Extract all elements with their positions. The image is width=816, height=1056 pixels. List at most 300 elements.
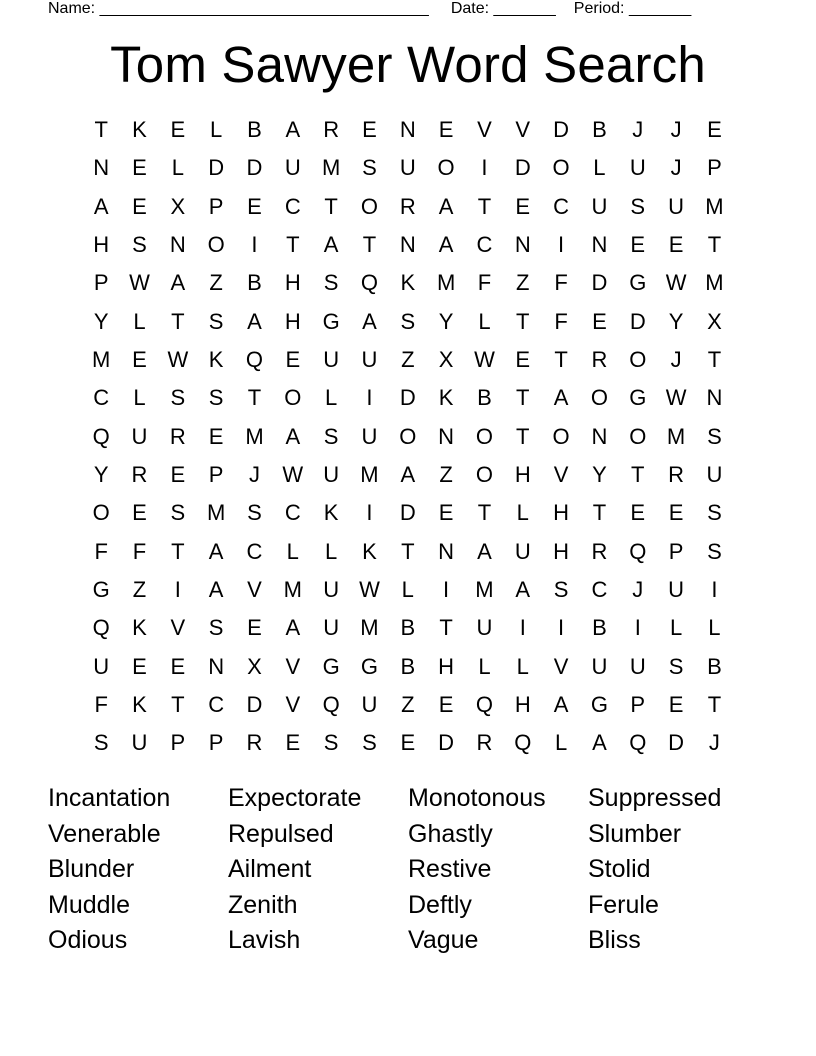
grid-cell[interactable]: W: [282, 462, 304, 488]
grid-cell[interactable]: O: [360, 193, 379, 219]
grid-cell[interactable]: O: [284, 385, 302, 411]
grid-cell[interactable]: N: [438, 423, 455, 449]
grid-cell[interactable]: D: [438, 730, 455, 756]
grid-cell[interactable]: C: [284, 193, 301, 219]
grid-cell[interactable]: E: [400, 730, 416, 756]
grid-cell[interactable]: H: [553, 538, 570, 564]
grid-cell[interactable]: F: [94, 538, 108, 564]
date-field[interactable]: Date: _______: [450, 0, 556, 17]
word-list-item: Restive: [408, 855, 492, 883]
grid-cell[interactable]: N: [169, 232, 186, 258]
grid-cell[interactable]: G: [629, 385, 647, 411]
grid-cell[interactable]: I: [519, 615, 526, 641]
grid-cell[interactable]: T: [516, 385, 530, 411]
grid-cell[interactable]: A: [477, 538, 492, 564]
grid-cell[interactable]: E: [170, 653, 186, 679]
grid-cell[interactable]: E: [438, 500, 454, 526]
grid-cell[interactable]: O: [92, 500, 110, 526]
grid-cell[interactable]: M: [92, 347, 111, 373]
grid-cell[interactable]: A: [170, 270, 186, 296]
grid-cell[interactable]: S: [208, 615, 224, 641]
grid-cell[interactable]: H: [553, 500, 570, 526]
grid-cell[interactable]: A: [208, 577, 224, 603]
grid-cell[interactable]: T: [324, 193, 338, 219]
grid-cell[interactable]: T: [362, 232, 377, 258]
grid-cell[interactable]: B: [592, 117, 607, 143]
grid-cell[interactable]: H: [284, 308, 301, 334]
grid-cell[interactable]: Y: [668, 308, 684, 334]
grid-cell[interactable]: M: [666, 423, 686, 449]
grid-cell[interactable]: A: [438, 232, 454, 258]
grid-cell[interactable]: A: [285, 423, 301, 449]
grid-cell[interactable]: E: [285, 730, 301, 756]
grid-cell[interactable]: M: [436, 270, 456, 296]
student-info-header: [48, 0, 691, 20]
grid-cell[interactable]: L: [708, 615, 721, 641]
word-list-item: Muddle: [48, 890, 130, 919]
grid-cell[interactable]: R: [323, 117, 340, 143]
period-field[interactable]: Period: _______: [573, 0, 692, 17]
grid-cell[interactable]: Z: [132, 577, 147, 603]
grid-cell[interactable]: S: [400, 308, 416, 334]
grid-cell[interactable]: I: [711, 577, 718, 603]
grid-cell[interactable]: G: [92, 577, 110, 603]
grid-cell[interactable]: I: [634, 615, 641, 641]
grid-cell[interactable]: P: [208, 730, 224, 756]
grid-cell[interactable]: Q: [629, 730, 647, 756]
word-list-item: Stolid: [588, 855, 651, 883]
grid-cell[interactable]: A: [553, 692, 569, 718]
grid-cell[interactable]: U: [93, 653, 110, 679]
grid-cell[interactable]: L: [669, 615, 683, 641]
grid-cell[interactable]: L: [554, 730, 568, 756]
grid-cell[interactable]: Y: [592, 462, 607, 488]
grid-cell[interactable]: U: [476, 615, 493, 641]
grid-cell[interactable]: W: [167, 347, 189, 373]
grid-cell[interactable]: U: [131, 423, 148, 449]
grid-cell[interactable]: C: [284, 500, 301, 526]
grid-cell[interactable]: M: [705, 270, 724, 296]
grid-cell[interactable]: E: [668, 500, 684, 526]
grid-cell[interactable]: N: [514, 232, 531, 258]
grid-cell[interactable]: M: [206, 500, 226, 526]
grid-cell[interactable]: S: [630, 193, 646, 219]
grid-cell[interactable]: B: [247, 270, 262, 296]
grid-cell[interactable]: S: [668, 653, 684, 679]
grid-cell[interactable]: M: [283, 577, 302, 603]
grid-cell[interactable]: O: [437, 155, 455, 181]
grid-cell[interactable]: A: [323, 232, 339, 258]
grid-cell[interactable]: E: [515, 347, 531, 373]
grid-cell[interactable]: X: [247, 653, 262, 679]
grid-cell[interactable]: E: [438, 117, 454, 143]
grid-cell[interactable]: T: [516, 308, 530, 334]
grid-cell[interactable]: R: [169, 423, 186, 449]
grid-cell[interactable]: F: [94, 692, 108, 718]
grid-cell[interactable]: M: [360, 462, 379, 488]
grid-cell[interactable]: D: [208, 155, 225, 181]
grid-cell[interactable]: L: [516, 500, 529, 526]
grid-cell[interactable]: Z: [401, 692, 415, 718]
grid-cell[interactable]: W: [474, 347, 495, 373]
grid-cell[interactable]: A: [553, 385, 569, 411]
grid-cell[interactable]: L: [210, 117, 223, 143]
grid-cell[interactable]: G: [590, 692, 608, 718]
grid-cell[interactable]: T: [477, 193, 492, 219]
grid-cell[interactable]: Q: [514, 730, 532, 756]
grid-cell[interactable]: U: [284, 155, 301, 181]
grid-cell[interactable]: V: [553, 653, 569, 679]
grid-cell[interactable]: R: [591, 347, 608, 373]
grid-cell[interactable]: I: [558, 615, 565, 641]
grid-cell[interactable]: U: [629, 155, 646, 181]
grid-cell[interactable]: S: [247, 500, 262, 526]
grid-cell[interactable]: P: [93, 270, 109, 296]
grid-cell[interactable]: V: [285, 653, 301, 679]
grid-cell[interactable]: O: [399, 423, 417, 449]
grid-cell[interactable]: E: [515, 193, 531, 219]
grid-cell[interactable]: L: [516, 653, 529, 679]
grid-cell[interactable]: J: [632, 577, 644, 603]
grid-cell[interactable]: A: [285, 615, 301, 641]
grid-cell[interactable]: L: [133, 385, 146, 411]
grid-cell[interactable]: C: [553, 193, 570, 219]
grid-cell[interactable]: S: [362, 730, 377, 756]
grid-cell[interactable]: E: [132, 155, 147, 181]
grid-cell[interactable]: U: [514, 538, 531, 564]
grid-cell[interactable]: O: [475, 462, 493, 488]
grid-cell[interactable]: N: [438, 538, 455, 564]
grid-cell[interactable]: A: [93, 193, 109, 219]
grid-cell[interactable]: A: [285, 117, 301, 143]
grid-cell[interactable]: E: [438, 692, 454, 718]
grid-cell[interactable]: W: [665, 270, 687, 296]
grid-cell[interactable]: R: [668, 462, 685, 488]
grid-cell[interactable]: U: [629, 653, 646, 679]
grid-cell[interactable]: U: [131, 730, 148, 756]
grid-cell[interactable]: O: [629, 423, 647, 449]
grid-cell[interactable]: U: [323, 615, 340, 641]
grid-cell[interactable]: Q: [475, 692, 493, 718]
grid-cell[interactable]: W: [665, 385, 687, 411]
grid-cell[interactable]: T: [707, 347, 722, 373]
grid-cell[interactable]: S: [170, 500, 186, 526]
grid-cell[interactable]: S: [707, 423, 722, 449]
grid-cell[interactable]: I: [251, 232, 258, 258]
grid-cell[interactable]: I: [443, 577, 450, 603]
grid-cell[interactable]: U: [323, 347, 340, 373]
grid-cell[interactable]: V: [553, 462, 569, 488]
grid-cell[interactable]: J: [248, 462, 260, 488]
grid-cell[interactable]: K: [132, 615, 147, 641]
grid-cell[interactable]: P: [707, 155, 722, 181]
grid-cell[interactable]: S: [93, 730, 109, 756]
grid-cell[interactable]: L: [286, 538, 299, 564]
grid-cell[interactable]: E: [630, 500, 646, 526]
grid-cell[interactable]: M: [360, 615, 379, 641]
grid-cell[interactable]: K: [208, 347, 224, 373]
grid-cell[interactable]: Z: [516, 270, 530, 296]
grid-cell[interactable]: E: [132, 500, 147, 526]
grid-cell[interactable]: P: [208, 462, 224, 488]
grid-cell[interactable]: V: [477, 117, 492, 143]
grid-cell[interactable]: A: [515, 577, 531, 603]
grid-cell[interactable]: Q: [92, 423, 110, 449]
grid-cell[interactable]: J: [670, 155, 682, 181]
grid-cell[interactable]: N: [208, 653, 225, 679]
grid-cell[interactable]: E: [707, 117, 722, 143]
grid-cell[interactable]: V: [285, 692, 301, 718]
grid-cell[interactable]: T: [592, 500, 607, 526]
grid-cell[interactable]: D: [246, 692, 263, 718]
grid-cell[interactable]: N: [399, 117, 416, 143]
grid-cell[interactable]: A: [362, 308, 377, 334]
grid-cell[interactable]: V: [170, 615, 186, 641]
grid-cell[interactable]: E: [668, 692, 684, 718]
grid-cell[interactable]: F: [477, 270, 492, 296]
grid-cell[interactable]: N: [591, 232, 608, 258]
grid-cell[interactable]: Z: [209, 270, 223, 296]
grid-cell[interactable]: R: [131, 462, 148, 488]
grid-cell[interactable]: L: [171, 155, 184, 181]
grid-cell[interactable]: J: [708, 730, 720, 756]
grid-cell[interactable]: S: [707, 538, 722, 564]
grid-cell[interactable]: T: [477, 500, 492, 526]
grid-cell[interactable]: S: [553, 577, 569, 603]
grid-cell[interactable]: T: [94, 117, 108, 143]
grid-cell[interactable]: Y: [438, 308, 454, 334]
grid-cell[interactable]: I: [481, 155, 488, 181]
grid-cell[interactable]: D: [668, 730, 685, 756]
grid-cell[interactable]: T: [707, 232, 722, 258]
grid-cell[interactable]: L: [133, 308, 146, 334]
grid-cell[interactable]: E: [668, 232, 684, 258]
grid-cell[interactable]: E: [285, 347, 301, 373]
grid-cell[interactable]: U: [591, 193, 608, 219]
grid-cell[interactable]: K: [132, 117, 147, 143]
grid-cell[interactable]: T: [516, 423, 530, 449]
grid-cell[interactable]: D: [399, 385, 416, 411]
grid-cell[interactable]: K: [132, 692, 147, 718]
grid-cell[interactable]: O: [475, 423, 493, 449]
grid-cell[interactable]: H: [284, 270, 301, 296]
grid-cell[interactable]: T: [171, 692, 185, 718]
grid-cell[interactable]: U: [706, 462, 723, 488]
grid-cell[interactable]: T: [171, 308, 185, 334]
grid-cell[interactable]: E: [170, 462, 186, 488]
grid-cell[interactable]: U: [323, 462, 340, 488]
grid-cell[interactable]: U: [668, 193, 685, 219]
grid-cell[interactable]: G: [322, 308, 340, 334]
grid-cell[interactable]: E: [247, 615, 262, 641]
grid-cell[interactable]: K: [400, 270, 416, 296]
grid-cell[interactable]: M: [475, 577, 494, 603]
grid-cell[interactable]: Q: [245, 347, 264, 373]
grid-cell[interactable]: A: [592, 730, 607, 756]
grid-cell[interactable]: C: [93, 385, 110, 411]
grid-cell[interactable]: L: [478, 308, 491, 334]
grid-cell[interactable]: U: [361, 423, 378, 449]
grid-cell[interactable]: B: [592, 615, 607, 641]
grid-cell[interactable]: M: [245, 423, 264, 449]
grid-cell[interactable]: U: [591, 653, 608, 679]
grid-cell[interactable]: O: [207, 232, 225, 258]
grid-cell[interactable]: U: [361, 347, 378, 373]
grid-cell[interactable]: C: [246, 538, 263, 564]
grid-cell[interactable]: J: [670, 347, 682, 373]
grid-cell[interactable]: P: [170, 730, 186, 756]
grid-cell[interactable]: E: [247, 193, 262, 219]
grid-cell[interactable]: N: [399, 232, 416, 258]
grid-cell[interactable]: A: [438, 193, 454, 219]
grid-cell[interactable]: H: [514, 462, 531, 488]
grid-cell[interactable]: B: [400, 653, 416, 679]
grid-cell[interactable]: D: [629, 308, 646, 334]
grid-cell[interactable]: L: [325, 538, 338, 564]
grid-cell[interactable]: Q: [92, 615, 110, 641]
grid-cell[interactable]: E: [132, 193, 147, 219]
grid-cell[interactable]: I: [366, 385, 373, 411]
grid-cell[interactable]: N: [93, 155, 110, 181]
grid-cell[interactable]: I: [174, 577, 181, 603]
grid-cell[interactable]: W: [129, 270, 150, 296]
grid-cell[interactable]: L: [593, 155, 606, 181]
grid-cell[interactable]: D: [246, 155, 263, 181]
grid-cell[interactable]: U: [399, 155, 416, 181]
grid-cell[interactable]: D: [514, 155, 531, 181]
grid-cell[interactable]: S: [132, 232, 147, 258]
grid-cell[interactable]: K: [323, 500, 339, 526]
grid-cell[interactable]: N: [706, 385, 723, 411]
grid-cell[interactable]: U: [668, 577, 685, 603]
grid-cell[interactable]: C: [591, 577, 608, 603]
grid-cell[interactable]: J: [632, 117, 644, 143]
grid-cell[interactable]: S: [323, 270, 339, 296]
grid-cell[interactable]: A: [208, 538, 224, 564]
grid-cell[interactable]: C: [476, 232, 493, 258]
grid-cell[interactable]: G: [322, 653, 340, 679]
grid-cell[interactable]: R: [476, 730, 493, 756]
grid-cell[interactable]: R: [246, 730, 263, 756]
grid-cell[interactable]: Y: [93, 462, 109, 488]
grid-cell[interactable]: E: [208, 423, 224, 449]
grid-cell[interactable]: B: [400, 615, 416, 641]
grid-cell[interactable]: T: [439, 615, 453, 641]
grid-cell[interactable]: Q: [322, 692, 340, 718]
grid-cell[interactable]: L: [401, 577, 414, 603]
grid-cell[interactable]: X: [438, 347, 454, 373]
grid-cell[interactable]: T: [286, 232, 300, 258]
grid-cell[interactable]: J: [670, 117, 682, 143]
grid-cell[interactable]: N: [591, 423, 608, 449]
grid-cell[interactable]: S: [323, 423, 339, 449]
grid-cell[interactable]: H: [514, 692, 531, 718]
grid-cell[interactable]: G: [629, 270, 647, 296]
grid-cell[interactable]: D: [591, 270, 608, 296]
grid-cell[interactable]: D: [399, 500, 416, 526]
grid-cell[interactable]: X: [170, 193, 186, 219]
grid-cell[interactable]: R: [591, 538, 608, 564]
grid-cell[interactable]: F: [132, 538, 147, 564]
grid-cell[interactable]: T: [247, 385, 262, 411]
grid-cell[interactable]: I: [558, 232, 565, 258]
grid-cell[interactable]: K: [438, 385, 454, 411]
grid-cell[interactable]: P: [630, 692, 646, 718]
grid-cell[interactable]: A: [247, 308, 262, 334]
grid-cell[interactable]: T: [401, 538, 415, 564]
grid-cell[interactable]: T: [631, 462, 645, 488]
grid-cell[interactable]: R: [399, 193, 416, 219]
grid-cell[interactable]: M: [321, 155, 341, 181]
grid-cell[interactable]: T: [171, 538, 185, 564]
word-list-item: Expectorate: [228, 784, 362, 812]
grid-cell[interactable]: E: [592, 308, 607, 334]
grid-cell[interactable]: S: [208, 308, 224, 334]
grid-cell[interactable]: E: [132, 347, 147, 373]
grid-cell[interactable]: O: [590, 385, 608, 411]
grid-cell[interactable]: B: [247, 117, 262, 143]
grid-cell[interactable]: B: [477, 385, 492, 411]
grid-cell[interactable]: S: [323, 730, 339, 756]
grid-cell[interactable]: Q: [360, 270, 379, 296]
grid-cell[interactable]: O: [552, 155, 570, 181]
grid-cell[interactable]: Z: [439, 462, 453, 488]
grid-cell[interactable]: F: [554, 270, 568, 296]
grid-cell[interactable]: W: [359, 577, 380, 603]
word-list-item: Ailment: [228, 855, 312, 883]
grid-cell[interactable]: O: [552, 423, 570, 449]
grid-cell[interactable]: B: [707, 653, 722, 679]
grid-cell[interactable]: S: [208, 385, 224, 411]
name-field[interactable]: Name: _____________________________________: [48, 0, 429, 17]
grid-cell[interactable]: E: [170, 117, 186, 143]
grid-cell[interactable]: T: [707, 692, 722, 718]
grid-cell[interactable]: E: [630, 232, 646, 258]
grid-cell[interactable]: G: [360, 653, 379, 679]
grid-cell[interactable]: H: [93, 232, 110, 258]
grid-cell[interactable]: Z: [401, 347, 415, 373]
grid-cell[interactable]: L: [325, 385, 338, 411]
grid-cell[interactable]: P: [668, 538, 684, 564]
grid-cell[interactable]: X: [707, 308, 722, 334]
grid-cell[interactable]: M: [705, 193, 724, 219]
grid-cell[interactable]: E: [362, 117, 377, 143]
grid-cell[interactable]: H: [438, 653, 455, 679]
grid-cell[interactable]: S: [707, 500, 722, 526]
grid-cell[interactable]: A: [400, 462, 416, 488]
grid-cell[interactable]: S: [170, 385, 186, 411]
grid-cell[interactable]: V: [515, 117, 531, 143]
grid-cell[interactable]: I: [366, 500, 373, 526]
grid-cell[interactable]: K: [362, 538, 377, 564]
grid-cell[interactable]: E: [132, 653, 147, 679]
grid-cell[interactable]: Q: [629, 538, 647, 564]
grid-cell[interactable]: U: [323, 577, 340, 603]
grid-cell[interactable]: F: [554, 308, 568, 334]
word-list-item: Odious: [48, 926, 128, 954]
grid-cell[interactable]: L: [478, 653, 491, 679]
grid-cell[interactable]: T: [554, 347, 568, 373]
grid-cell[interactable]: U: [361, 692, 378, 718]
grid-cell[interactable]: V: [247, 577, 262, 603]
letter-grid: [82, 111, 734, 763]
grid-cell[interactable]: C: [208, 692, 225, 718]
grid-cell[interactable]: S: [362, 155, 377, 181]
grid-cell[interactable]: D: [553, 117, 570, 143]
grid-cell[interactable]: P: [208, 193, 224, 219]
grid-cell[interactable]: Y: [93, 308, 109, 334]
grid-cell[interactable]: O: [629, 347, 647, 373]
